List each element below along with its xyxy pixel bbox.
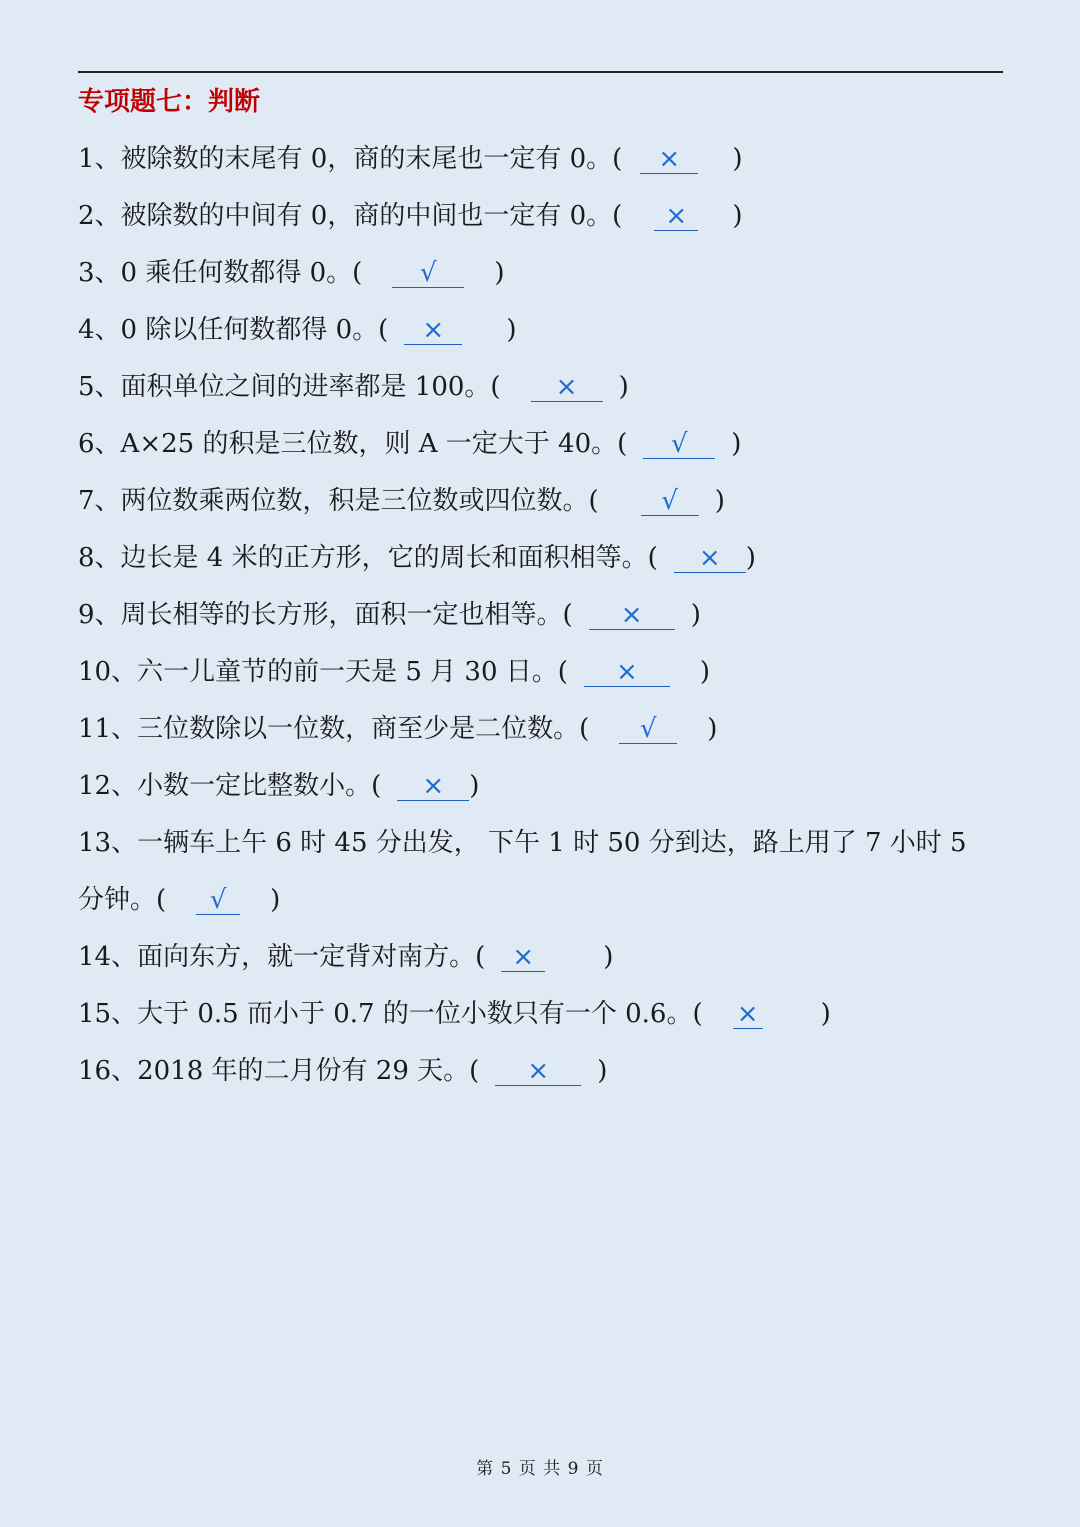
question-text: 2、被除数的中间有 0，商的中间也一定有 0。( xyxy=(78,201,623,231)
close-paren: ) xyxy=(707,714,718,744)
close-paren: ) xyxy=(732,201,743,231)
question-text: 8、边长是 4 米的正方形，它的周长和面积相等。( xyxy=(78,543,658,573)
answer-mark: √ xyxy=(641,487,699,516)
answer-mark: √ xyxy=(196,886,240,915)
question-3 xyxy=(78,253,504,293)
answer-mark: √ xyxy=(619,715,677,744)
question-text: 14、面向东方，就一定背对南方。( xyxy=(78,942,486,972)
question-text: 6、A×25 的积是三位数，则 A 一定大于 40。( xyxy=(78,429,628,459)
question-text: 1、被除数的末尾有 0，商的末尾也一定有 0。( xyxy=(78,144,623,174)
answer-mark: × xyxy=(501,943,545,972)
question-text: 16、2018 年的二月份有 29 天。( xyxy=(78,1056,480,1086)
page-footer: 第 5 页 共 9 页 xyxy=(476,1459,604,1479)
question-text: 10、六一儿童节的前一天是 5 月 30 日。( xyxy=(78,657,568,687)
question-16 xyxy=(78,1051,607,1091)
answer-mark: × xyxy=(733,1000,763,1029)
question-7 xyxy=(78,481,725,521)
answer-mark: √ xyxy=(643,430,715,459)
question-text: 4、0 除以任何数都得 0。( xyxy=(78,315,389,345)
question-10 xyxy=(78,652,710,692)
question-1 xyxy=(78,139,742,179)
close-paren: ) xyxy=(731,429,742,459)
question-text: 9、周长相等的长方形，面积一定也相等。( xyxy=(78,600,573,630)
question-8 xyxy=(78,538,756,578)
answer-mark: × xyxy=(404,316,462,345)
question-14 xyxy=(78,937,613,977)
close-paren: ) xyxy=(270,885,281,915)
question-text: 5、面积单位之间的进率都是 100。( xyxy=(78,372,501,402)
close-paren: ) xyxy=(745,543,756,573)
answer-mark: × xyxy=(397,772,469,801)
close-paren: ) xyxy=(469,771,480,801)
section-title: 专项题七：判断 xyxy=(78,87,261,117)
close-paren: ) xyxy=(820,999,831,1029)
close-paren: ) xyxy=(618,372,629,402)
question-5 xyxy=(78,367,629,407)
answer-mark: × xyxy=(495,1057,581,1086)
question-text: 12、小数一定比整数小。( xyxy=(78,771,382,801)
question-2 xyxy=(78,196,742,236)
answer-mark: × xyxy=(589,601,675,630)
question-text: 13、一辆车上午 6 时 45 分出发， 下午 1 时 50 分到达，路上用了 7 小时 5 xyxy=(78,828,967,858)
answer-mark: × xyxy=(531,373,603,402)
close-paren: ) xyxy=(597,1056,608,1086)
header-rule xyxy=(78,71,1003,73)
question-13-continued xyxy=(78,880,280,920)
close-paren: ) xyxy=(699,657,711,687)
close-paren: ) xyxy=(603,942,614,972)
close-paren: ) xyxy=(732,144,743,174)
question-4 xyxy=(78,310,516,350)
question-6 xyxy=(78,424,741,464)
question-15 xyxy=(78,994,831,1034)
answer-mark: × xyxy=(584,658,670,687)
question-13 xyxy=(78,823,967,863)
question-9 xyxy=(78,595,701,635)
question-text: 7、两位数乘两位数，积是三位数或四位数。( xyxy=(78,486,599,516)
question-11 xyxy=(78,709,717,749)
answer-mark: × xyxy=(654,202,698,231)
question-text: 11、三位数除以一位数，商至少是二位数。( xyxy=(78,714,590,744)
question-text: 分钟。( xyxy=(78,885,167,915)
close-paren: ) xyxy=(690,600,701,630)
answer-mark: × xyxy=(640,145,698,174)
close-paren: ) xyxy=(494,258,505,288)
close-paren: ) xyxy=(506,315,517,345)
question-12 xyxy=(78,766,479,806)
answer-mark: × xyxy=(674,544,746,573)
question-text: 15、大于 0.5 而小于 0.7 的一位小数只有一个 0.6。( xyxy=(78,999,703,1029)
answer-mark: √ xyxy=(392,259,464,288)
close-paren: ) xyxy=(714,486,725,516)
question-text: 3、0 乘任何数都得 0。( xyxy=(78,258,363,288)
